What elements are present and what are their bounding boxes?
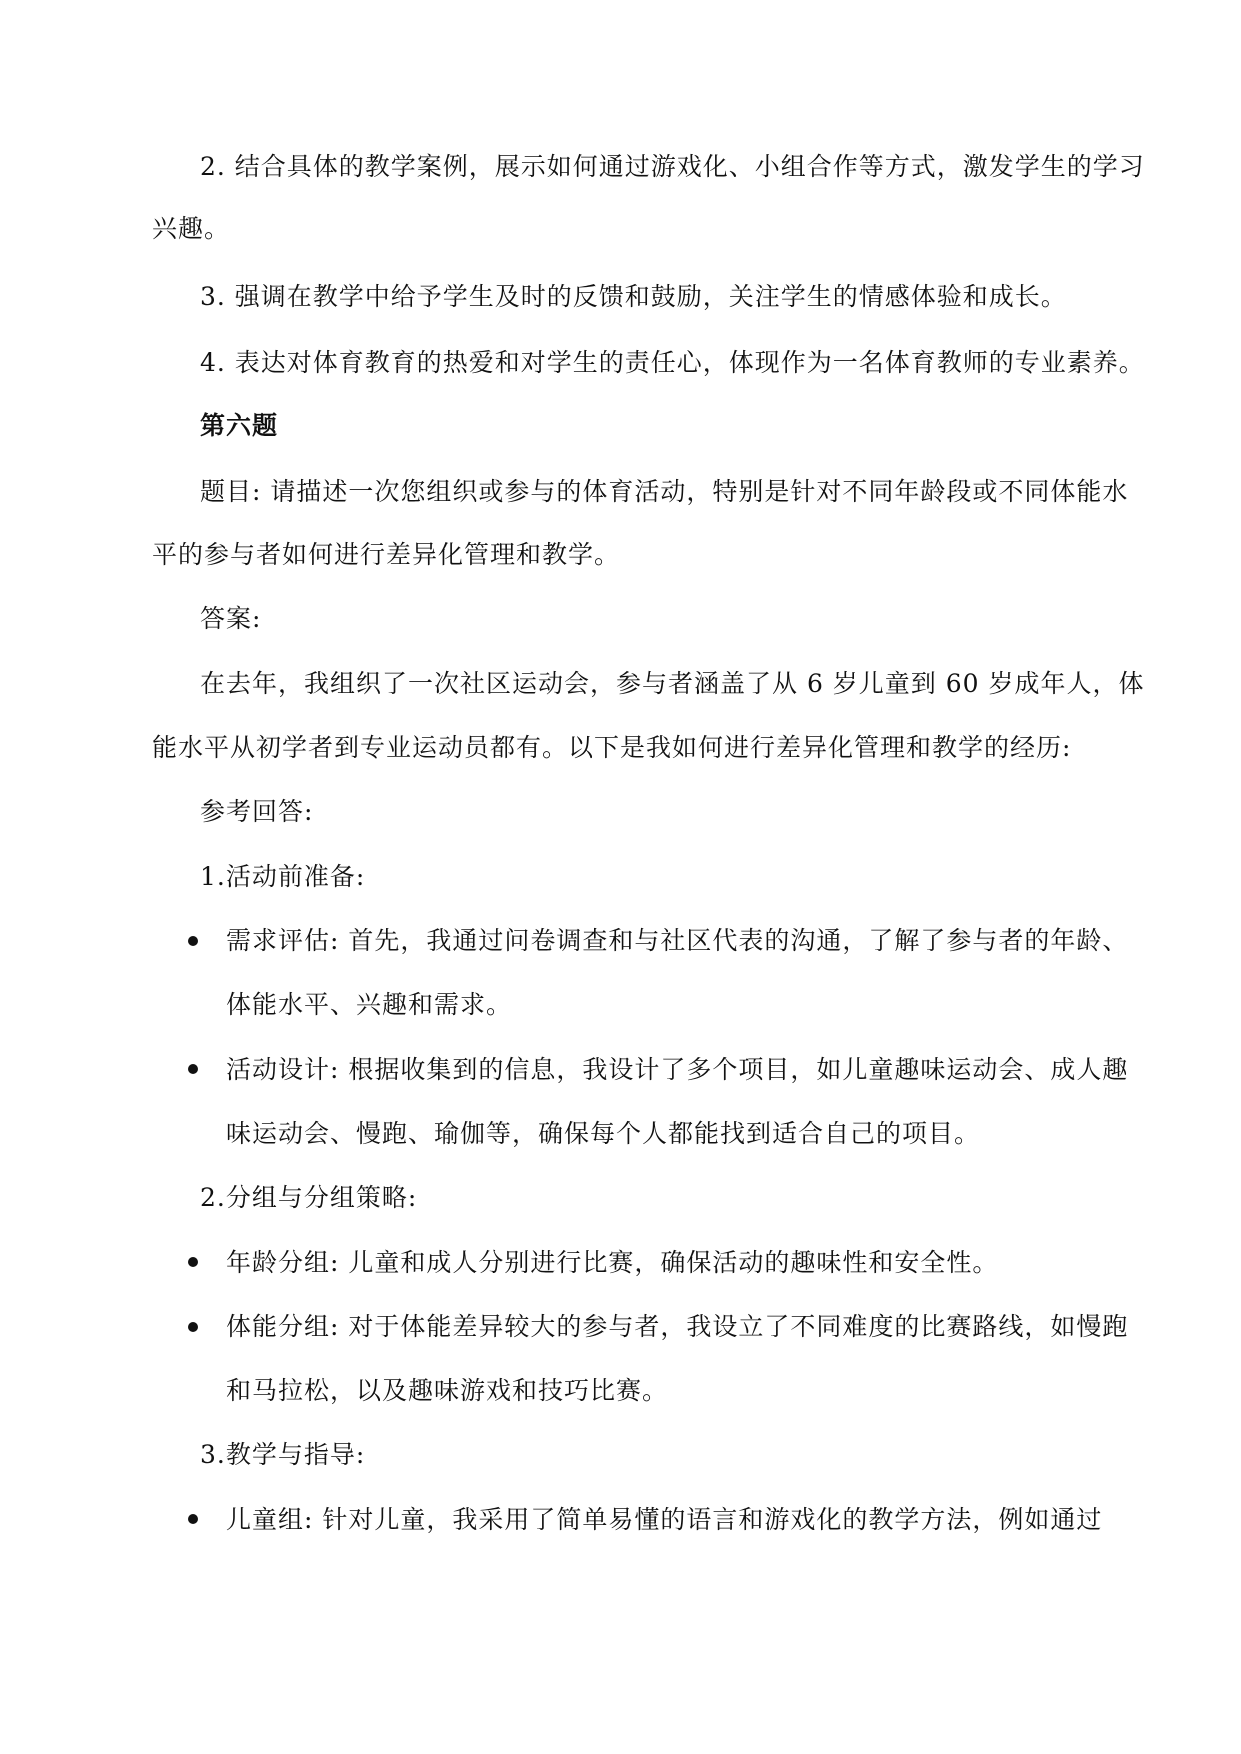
bullet-icon <box>188 1322 198 1332</box>
paragraph-line: 3. 强调在教学中给予学生及时的反馈和鼓励，关注学生的情感体验和成长。 <box>200 282 1067 311</box>
bullet-icon <box>188 1257 198 1267</box>
list-item: 需求评估: 首先，我通过问卷调查和与社区代表的沟通，了解了参与者的年龄、 <box>226 926 1129 955</box>
paragraph-line: 平的参与者如何进行差异化管理和教学。 <box>152 540 621 569</box>
list-item: 儿童组: 针对儿童，我采用了简单易懂的语言和游戏化的教学方法，例如通过 <box>226 1505 1103 1534</box>
section-heading: 第六题 <box>200 411 279 440</box>
paragraph-line: 能水平从初学者到专业运动员都有。以下是我如何进行差异化管理和教学的经历: <box>152 733 1072 762</box>
paragraph-line: 2. 结合具体的教学案例，展示如何通过游戏化、小组合作等方式，激发学生的学习 <box>200 152 1145 181</box>
paragraph-line: 答案: <box>200 604 262 633</box>
list-heading: 1.活动前准备: <box>200 862 366 891</box>
list-item: 活动设计: 根据收集到的信息，我设计了多个项目，如儿童趣味运动会、成人趣 <box>226 1055 1129 1084</box>
paragraph-line: 兴趣。 <box>152 214 231 243</box>
paragraph-line: 在去年，我组织了一次社区运动会，参与者涵盖了从 6 岁儿童到 60 岁成年人，体 <box>200 669 1145 698</box>
bullet-icon <box>188 1064 198 1074</box>
paragraph-line: 参考回答: <box>200 797 314 826</box>
list-item-continuation: 体能水平、兴趣和需求。 <box>226 990 513 1019</box>
list-heading: 2.分组与分组策略: <box>200 1183 418 1212</box>
list-item: 体能分组: 对于体能差异较大的参与者，我设立了不同难度的比赛路线，如慢跑 <box>226 1312 1129 1341</box>
bullet-icon <box>188 936 198 946</box>
list-heading: 3.教学与指导: <box>200 1440 366 1469</box>
paragraph-line: 4. 表达对体育教育的热爱和对学生的责任心，体现作为一名体育教师的专业素养。 <box>200 348 1145 377</box>
bullet-icon <box>188 1514 198 1524</box>
list-item-continuation: 和马拉松，以及趣味游戏和技巧比赛。 <box>226 1376 669 1405</box>
paragraph-line: 题目: 请描述一次您组织或参与的体育活动，特别是针对不同年龄段或不同体能水 <box>200 477 1129 506</box>
list-item: 年龄分组: 儿童和成人分别进行比赛，确保活动的趣味性和安全性。 <box>226 1248 999 1277</box>
list-item-continuation: 味运动会、慢跑、瑜伽等，确保每个人都能找到适合自己的项目。 <box>226 1119 981 1148</box>
